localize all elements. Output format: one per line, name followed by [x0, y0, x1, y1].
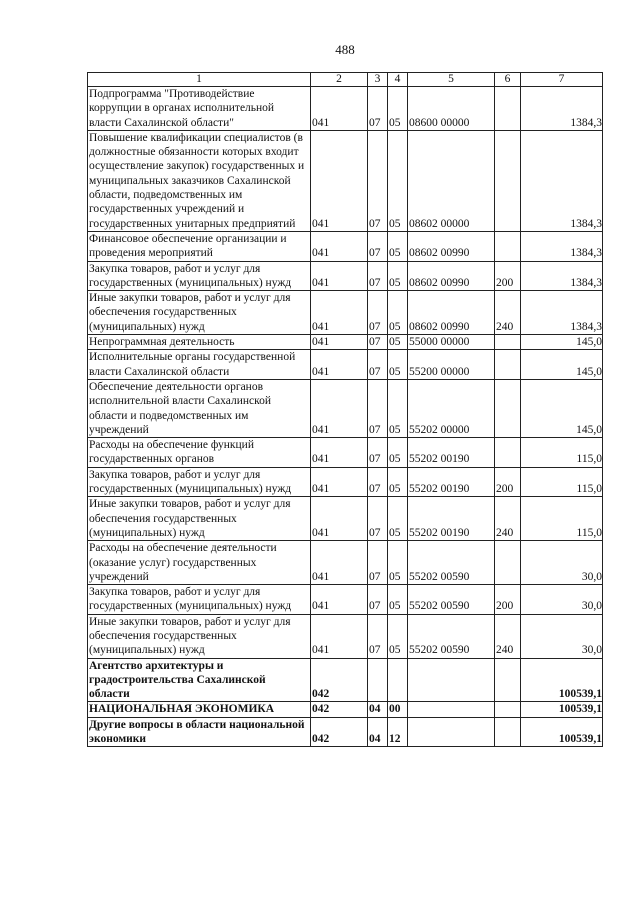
row-subsection-cell: 05	[388, 291, 408, 335]
row-section-cell: 07	[368, 497, 388, 541]
row-name-cell: Агентство архитектуры и градостроительства Сахалинской области	[88, 658, 311, 702]
row-section-cell: 07	[368, 130, 388, 231]
row-target-cell: 55200 00000	[408, 350, 495, 380]
row-section-cell: 07	[368, 614, 388, 658]
row-target-cell: 55202 00190	[408, 497, 495, 541]
row-section-cell: 07	[368, 291, 388, 335]
row-amount-cell: 100539,1	[521, 717, 603, 747]
row-target-cell: 55202 00590	[408, 541, 495, 585]
row-target-cell	[408, 658, 495, 702]
row-name-cell: Обеспечение деятельности органов исполнительной власти Сахалинской области и подведомственных им учреждений	[88, 379, 311, 437]
row-target-cell: 08600 00000	[408, 87, 495, 131]
row-code-cell: 041	[311, 379, 368, 437]
row-code-cell: 041	[311, 541, 368, 585]
row-target-cell: 08602 00990	[408, 291, 495, 335]
row-name-cell: Подпрограмма "Противодействие коррупции в органах исполнительной власти Сахалинской области"	[88, 87, 311, 131]
row-amount-cell: 1384,3	[521, 291, 603, 335]
row-amount-cell: 145,0	[521, 350, 603, 380]
row-name-cell: Расходы на обеспечение функций государственных органов	[88, 438, 311, 468]
row-target-cell: 55202 00000	[408, 379, 495, 437]
header-cell: 2	[311, 73, 368, 87]
row-amount-cell: 1384,3	[521, 231, 603, 261]
table-row	[88, 614, 603, 658]
row-subsection-cell: 05	[388, 231, 408, 261]
row-type-cell	[495, 87, 521, 131]
row-amount-cell: 115,0	[521, 438, 603, 468]
row-type-cell	[495, 702, 521, 717]
header-row	[88, 73, 603, 87]
row-code-cell: 041	[311, 231, 368, 261]
table-row	[88, 350, 603, 380]
row-type-cell	[495, 379, 521, 437]
row-subsection-cell: 05	[388, 497, 408, 541]
row-section-cell: 07	[368, 261, 388, 291]
row-type-cell	[495, 438, 521, 468]
row-code-cell: 041	[311, 350, 368, 380]
row-section-cell	[368, 658, 388, 702]
row-subsection-cell: 05	[388, 130, 408, 231]
table-row	[88, 702, 603, 717]
row-section-cell: 07	[368, 87, 388, 131]
header-cell: 7	[521, 73, 603, 87]
row-code-cell: 042	[311, 702, 368, 717]
row-type-cell	[495, 350, 521, 380]
row-code-cell: 041	[311, 261, 368, 291]
table-row	[88, 438, 603, 468]
table-row	[88, 130, 603, 231]
row-name-cell: Финансовое обеспечение организации и проведения мероприятий	[88, 231, 311, 261]
row-section-cell: 07	[368, 231, 388, 261]
row-section-cell: 07	[368, 585, 388, 615]
row-target-cell: 55202 00190	[408, 467, 495, 497]
row-type-cell	[495, 717, 521, 747]
row-subsection-cell: 05	[388, 335, 408, 350]
row-name-cell: Другие вопросы в области национальной экономики	[88, 717, 311, 747]
row-target-cell	[408, 717, 495, 747]
row-type-cell	[495, 541, 521, 585]
row-code-cell: 041	[311, 438, 368, 468]
table-row	[88, 497, 603, 541]
row-code-cell: 041	[311, 497, 368, 541]
row-section-cell: 07	[368, 438, 388, 468]
row-target-cell: 55202 00590	[408, 614, 495, 658]
row-code-cell: 041	[311, 585, 368, 615]
row-type-cell	[495, 130, 521, 231]
row-section-cell: 07	[368, 467, 388, 497]
row-amount-cell: 30,0	[521, 541, 603, 585]
row-code-cell: 041	[311, 87, 368, 131]
row-name-cell: Исполнительные органы государственной власти Сахалинской области	[88, 350, 311, 380]
row-code-cell: 041	[311, 335, 368, 350]
row-name-cell: Закупка товаров, работ и услуг для государственных (муниципальных) нужд	[88, 585, 311, 615]
row-target-cell: 55000 00000	[408, 335, 495, 350]
row-name-cell: Расходы на обеспечение деятельности (оказание услуг) государственных учреждений	[88, 541, 311, 585]
row-name-cell: Закупка товаров, работ и услуг для государственных (муниципальных) нужд	[88, 261, 311, 291]
row-section-cell: 04	[368, 702, 388, 717]
row-code-cell: 042	[311, 658, 368, 702]
row-section-cell: 07	[368, 541, 388, 585]
row-code-cell: 041	[311, 467, 368, 497]
row-type-cell: 200	[495, 261, 521, 291]
row-subsection-cell	[388, 658, 408, 702]
row-name-cell: Иные закупки товаров, работ и услуг для обеспечения государственных (муниципальных) нужд	[88, 291, 311, 335]
row-target-cell: 08602 00000	[408, 130, 495, 231]
header-cell: 5	[408, 73, 495, 87]
row-target-cell: 55202 00590	[408, 585, 495, 615]
row-amount-cell: 145,0	[521, 379, 603, 437]
row-amount-cell: 145,0	[521, 335, 603, 350]
row-name-cell: НАЦИОНАЛЬНАЯ ЭКОНОМИКА	[88, 702, 311, 717]
row-subsection-cell: 05	[388, 467, 408, 497]
row-subsection-cell: 05	[388, 350, 408, 380]
row-amount-cell: 30,0	[521, 614, 603, 658]
row-subsection-cell: 05	[388, 379, 408, 437]
row-subsection-cell: 05	[388, 438, 408, 468]
table-row	[88, 261, 603, 291]
row-subsection-cell: 05	[388, 614, 408, 658]
row-type-cell: 200	[495, 585, 521, 615]
table-row	[88, 379, 603, 437]
row-amount-cell: 1384,3	[521, 261, 603, 291]
table-row	[88, 658, 603, 702]
row-type-cell: 200	[495, 467, 521, 497]
row-code-cell: 041	[311, 614, 368, 658]
row-target-cell	[408, 702, 495, 717]
row-amount-cell: 100539,1	[521, 658, 603, 702]
row-type-cell: 240	[495, 497, 521, 541]
table-row	[88, 717, 603, 747]
row-section-cell: 07	[368, 379, 388, 437]
row-type-cell	[495, 335, 521, 350]
row-amount-cell: 30,0	[521, 585, 603, 615]
row-name-cell: Иные закупки товаров, работ и услуг для обеспечения государственных (муниципальных) нужд	[88, 497, 311, 541]
row-name-cell: Повышение квалификации специалистов (в должностные обязанности которых входит осуществление закупок) государственных и муниципальных заказчиков Сахалинской области, подведомственных им государственных учреждений и государственных унитарных предприятий	[88, 130, 311, 231]
table-row	[88, 541, 603, 585]
header-cell: 1	[88, 73, 311, 87]
row-target-cell: 08602 00990	[408, 231, 495, 261]
row-section-cell: 04	[368, 717, 388, 747]
row-type-cell: 240	[495, 291, 521, 335]
table-row	[88, 467, 603, 497]
table-row	[88, 291, 603, 335]
table-row	[88, 231, 603, 261]
row-target-cell: 55202 00190	[408, 438, 495, 468]
row-amount-cell: 115,0	[521, 497, 603, 541]
budget-table	[87, 72, 603, 747]
table-row	[88, 87, 603, 131]
header-cell: 4	[388, 73, 408, 87]
row-type-cell	[495, 658, 521, 702]
row-amount-cell: 115,0	[521, 467, 603, 497]
table-row	[88, 585, 603, 615]
row-subsection-cell: 12	[388, 717, 408, 747]
header-cell: 6	[495, 73, 521, 87]
page-number: 488	[335, 42, 355, 57]
row-code-cell: 041	[311, 291, 368, 335]
row-subsection-cell: 05	[388, 541, 408, 585]
row-section-cell: 07	[368, 350, 388, 380]
table-row	[88, 335, 603, 350]
row-type-cell	[495, 231, 521, 261]
row-name-cell: Закупка товаров, работ и услуг для государственных (муниципальных) нужд	[88, 467, 311, 497]
row-code-cell: 042	[311, 717, 368, 747]
row-subsection-cell: 00	[388, 702, 408, 717]
row-subsection-cell: 05	[388, 87, 408, 131]
row-amount-cell: 1384,3	[521, 87, 603, 131]
row-subsection-cell: 05	[388, 261, 408, 291]
row-type-cell: 240	[495, 614, 521, 658]
row-name-cell: Иные закупки товаров, работ и услуг для обеспечения государственных (муниципальных) нужд	[88, 614, 311, 658]
header-cell: 3	[368, 73, 388, 87]
row-subsection-cell: 05	[388, 585, 408, 615]
row-name-cell: Непрограммная деятельность	[88, 335, 311, 350]
row-target-cell: 08602 00990	[408, 261, 495, 291]
row-code-cell: 041	[311, 130, 368, 231]
row-amount-cell: 100539,1	[521, 702, 603, 717]
row-amount-cell: 1384,3	[521, 130, 603, 231]
row-section-cell: 07	[368, 335, 388, 350]
